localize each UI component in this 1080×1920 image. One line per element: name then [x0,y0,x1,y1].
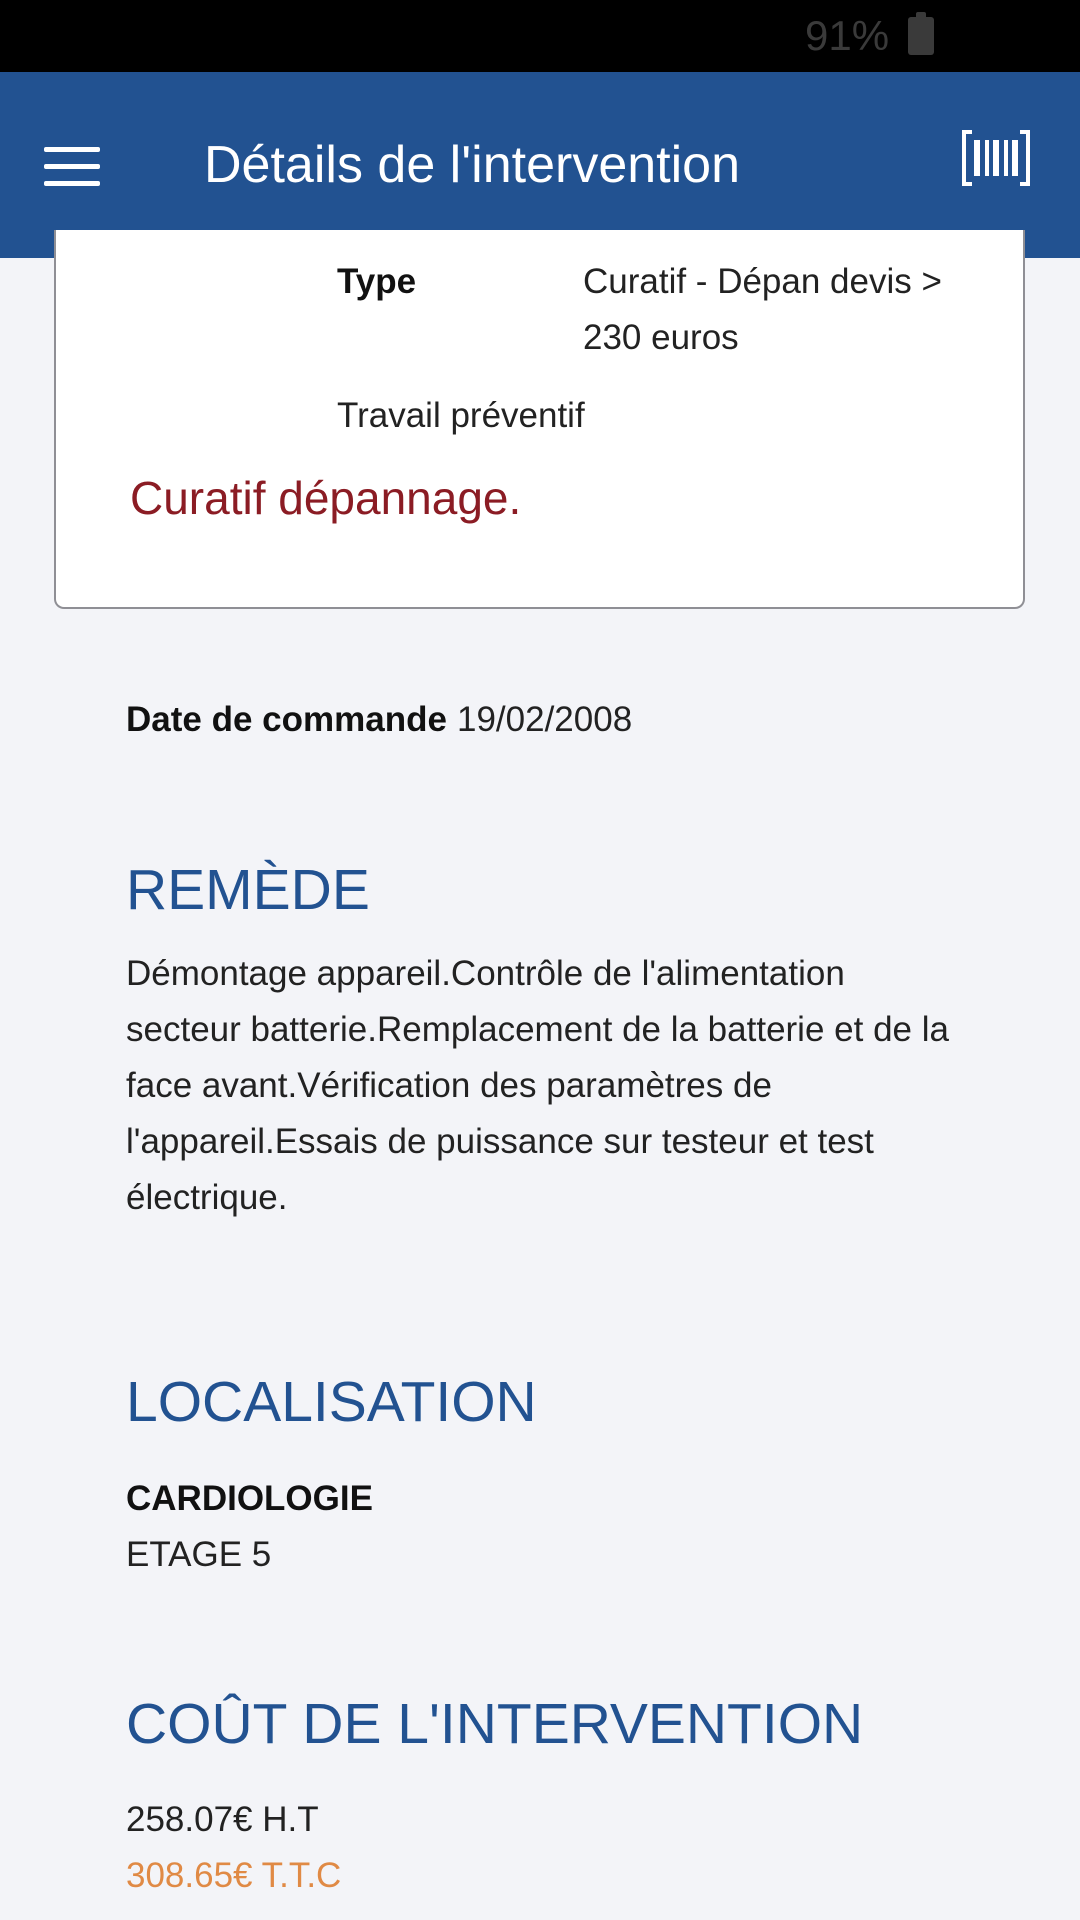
cost-heading: COÛT DE L'INTERVENTION [126,1692,864,1756]
status-bar [0,0,1080,72]
page-title: Détails de l'intervention [204,136,740,194]
cost-ttc: 308.65€ T.T.C [126,1856,342,1895]
intervention-card [54,230,1025,609]
diagnostic-text: Curatif dépannage. [130,472,522,524]
barcode-scan-icon[interactable] [960,128,1032,188]
battery-icon [908,17,934,55]
order-date-value: 19/02/2008 [457,700,633,739]
location-heading: LOCALISATION [126,1370,537,1434]
location-service: CARDIOLOGIE [126,1479,373,1518]
work-type: Travail préventif [337,396,585,435]
remedy-heading: REMÈDE [126,858,370,922]
remedy-text: Démontage appareil.Contrôle de l'alimentation secteur batterie.Remplacement de la batterie et de la face avant.Vérification des paramètres de l'appareil.Essais de puissance sur testeur et test électrique. [126,954,949,1217]
hamburger-menu-icon[interactable] [44,147,100,187]
cost-ht: 258.07€ H.T [126,1800,319,1839]
type-value: Curatif - Dépan devis > 230 euros [583,262,942,357]
order-date-label: Date de commande [126,700,447,739]
type-label: Type [337,262,417,301]
location-floor: ETAGE 5 [126,1535,272,1574]
battery-percent: 91% [805,12,890,59]
